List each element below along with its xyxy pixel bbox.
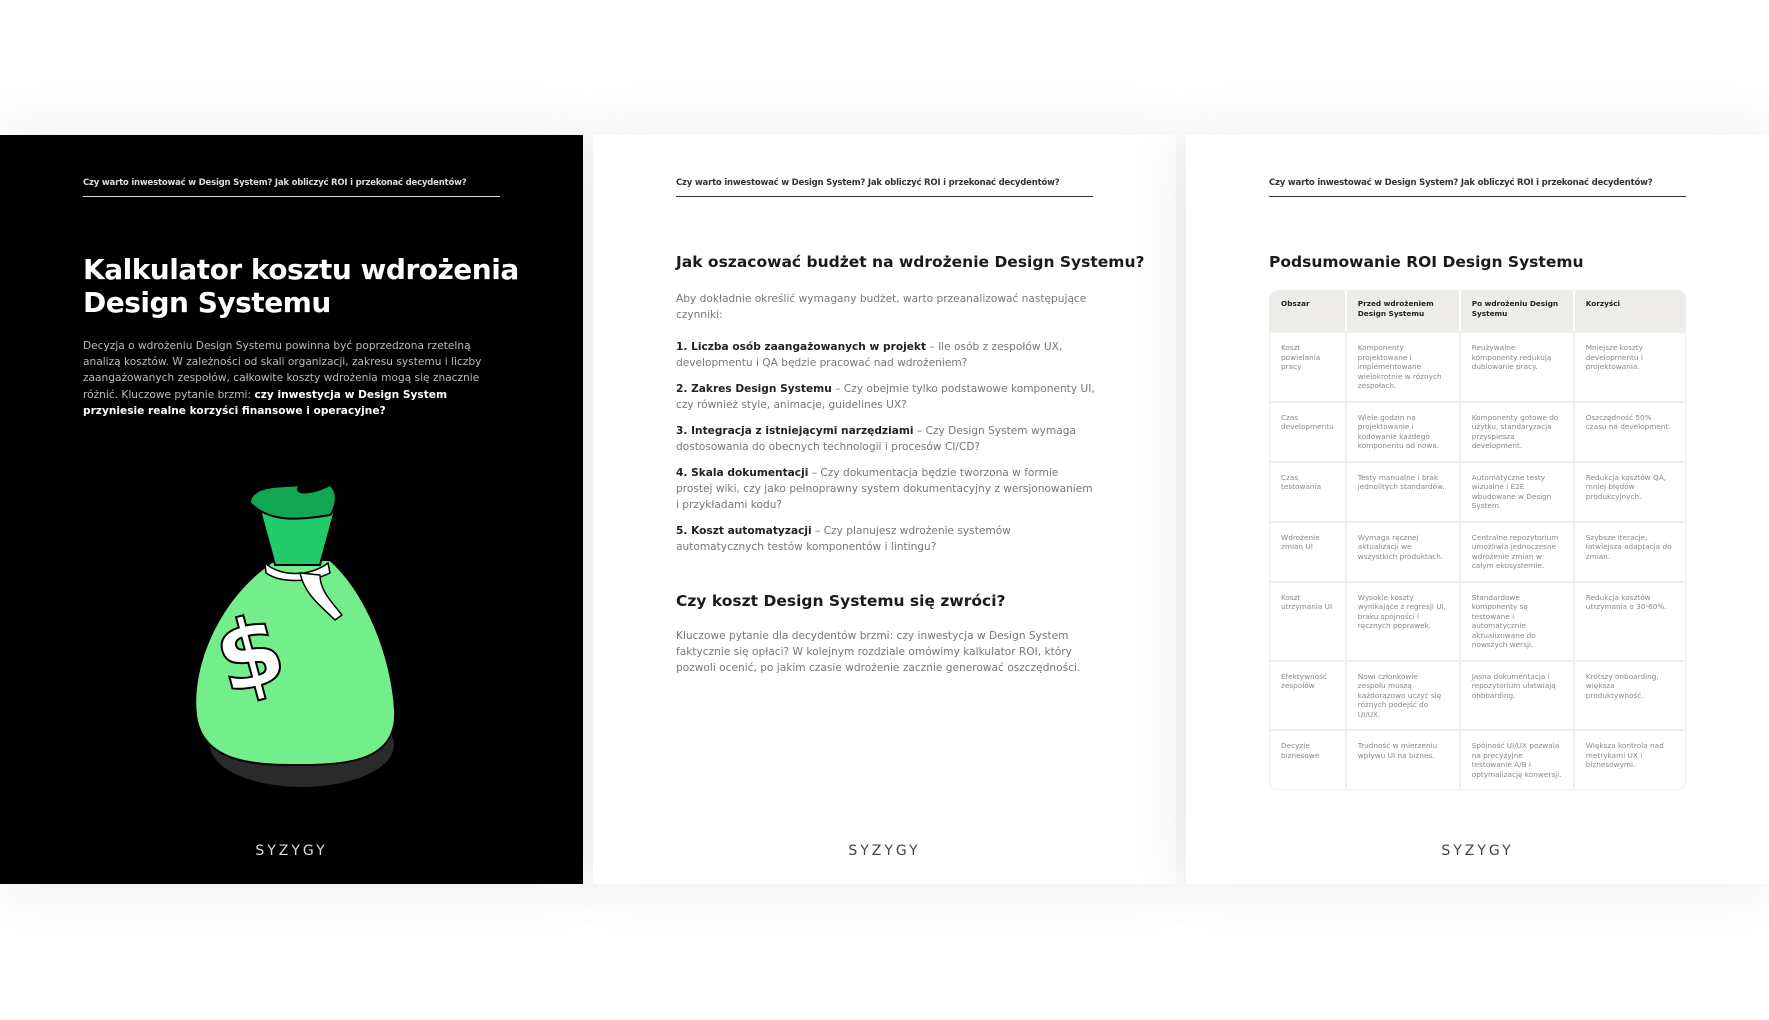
column-header: Obszar: [1270, 291, 1347, 331]
roi-table: [1269, 290, 1686, 790]
column-header: Po wdrożeniu Design Systemu: [1461, 291, 1575, 331]
table-row: [1270, 401, 1685, 461]
list-item: [676, 339, 1096, 371]
item-title: 4. Skala dokumentacji: [676, 466, 809, 479]
table-cell: Czas testowania: [1270, 461, 1347, 521]
list-item: [676, 423, 1096, 455]
table-cell: Redukcja kosztów QA, mniej błędów produkcyjnych.: [1575, 461, 1685, 521]
outro-paragraph: Kluczowe pytanie dla decydentów brzmi: czy inwestycja w Design System faktycznie się opłaci? W kolejnym rozdziale omówimy kalkulator ROI, który pozwoli ocenić, po jakim czasie wdrożenie zacznie generować oszczędności.: [676, 630, 1081, 675]
section-heading: Czy koszt Design Systemu się zwróci?: [676, 592, 1006, 610]
list-item: [676, 523, 1096, 555]
table-cell: Standardowe komponenty są testowane i automatycznie aktualizowane do nowszych wersji.: [1461, 581, 1575, 660]
table-cell: Nowi członkowie zespołu muszą każdorazowo uczyć się różnych podejść do UI/UX.: [1347, 660, 1461, 730]
table-cell: Wymaga ręcznej aktualizacji we wszystkich produktach.: [1347, 521, 1461, 581]
svg-text:$: $: [203, 593, 297, 717]
factor-list: [676, 339, 1096, 565]
table-cell: Spójność UI/UX pozwala na precyzyjne testowanie A/B i optymalizację konwersji.: [1461, 729, 1575, 789]
table-cell: Komponenty projektowane i implementowane wielokrotnie w różnych zespołach.: [1347, 331, 1461, 401]
table-cell: Reużywalne komponenty redukują dublowanie pracy.: [1461, 331, 1575, 401]
item-text: – Czy Design System wymaga dostosowania do obecnych technologii i procesów CI/CD?: [676, 424, 1076, 454]
table-cell: Wiele godzin na projektowanie i kodowanie każdego komponentu od nowa.: [1347, 401, 1461, 461]
running-header: Czy warto inwestować w Design System? Jak obliczyć ROI i przekonać decydentów?: [1269, 178, 1686, 197]
item-title: 1. Liczba osób zaangażowanych w projekt: [676, 341, 927, 353]
table-cell: Efektywność zespołów: [1270, 660, 1347, 730]
table-cell: Większa kontrola nad metrykami UX i biznesowymi.: [1575, 729, 1685, 789]
item-title: 5. Koszt automatyzacji: [676, 524, 812, 537]
lead-paragraph: [83, 338, 503, 419]
brand-logo: SYZYGY: [848, 843, 921, 859]
brand-logo: SYZYGY: [255, 843, 328, 859]
money-bag-icon: [180, 465, 420, 795]
lead-text: Decyzja o wdrożeniu Design Systemu powinna być poprzedzona rzetelną analizą kosztów. W zależności od skali organizacji, zakresu systemu i liczby zaangażowanych zespołów, całkowite koszty wdrożenia mogą się znacznie różnić. Kluczowe pytanie brzmi:: [83, 340, 482, 401]
item-text: – Czy dokumentacja będzie tworzona w formie prostej wiki, czy jako pełnoprawny system dokumentacyjny z wersjonowaniem i przykładami kodu?: [676, 466, 1093, 512]
table-row: [1270, 729, 1685, 789]
table-cell: Decyzje biznesowe: [1270, 729, 1347, 789]
table-row: [1270, 461, 1685, 521]
table-cell: Mniejsze koszty developmentu i projektowania.: [1575, 331, 1685, 401]
table-row: [1270, 660, 1685, 730]
item-text: – Czy planujesz wdrożenie systemów automatycznych testów komponentów i lintingu?: [676, 524, 1011, 554]
intro-paragraph: Aby dokładnie określić wymagany budżet, warto przeanalizować następujące czynniki:: [676, 293, 1087, 322]
table-cell: Wysokie koszty wynikające z regresji UI, braku spójności i ręcznych poprawek.: [1347, 581, 1461, 660]
table-row: [1270, 521, 1685, 581]
table-cell: Automatyczne testy wizualne i E2E wbudowane w Design System.: [1461, 461, 1575, 521]
section-heading: Podsumowanie ROI Design Systemu: [1269, 253, 1584, 271]
item-title: 3. Integracja z istniejącymi narzędziami: [676, 424, 914, 437]
list-item: [676, 381, 1096, 413]
list-item: [676, 465, 1096, 514]
table-row: [1270, 331, 1685, 401]
table-cell: Koszt utrzymania UI: [1270, 581, 1347, 660]
item-text: – Czy obejmie tylko podstawowe komponenty UI, czy również style, animacje, guidelines UX?: [676, 382, 1095, 412]
page-cover: [0, 135, 583, 884]
running-header: Czy warto inwestować w Design System? Jak obliczyć ROI i przekonać decydentów?: [676, 178, 1093, 197]
table-cell: Krótszy onboarding, większa produktywność.: [1575, 660, 1685, 730]
table-cell: Czas developmentu: [1270, 401, 1347, 461]
table-cell: Trudność w mierzeniu wpływu UI na biznes.: [1347, 729, 1461, 789]
brand-logo: SYZYGY: [1441, 843, 1514, 859]
page-roi-summary: [1186, 135, 1769, 884]
table-cell: Redukcja kosztów utrzymania o 30-60%.: [1575, 581, 1685, 660]
table-cell: Testy manualne i brak jednolitych standardów.: [1347, 461, 1461, 521]
table-cell: Jasna dokumentacja i repozytorium ułatwiają onboarding.: [1461, 660, 1575, 730]
table-cell: Komponenty gotowe do użytku, standaryzacja przyspiesza development.: [1461, 401, 1575, 461]
page-budget: [593, 135, 1176, 884]
table-cell: Oszczędność 50% czasu na development.: [1575, 401, 1685, 461]
table-header-row: [1270, 291, 1685, 331]
lead-bold-text: czy inwestycja w Design System przyniesie realne korzyści finansowe i operacyjne?: [83, 388, 447, 417]
section-heading: Jak oszacować budżet na wdrożenie Design Systemu?: [676, 253, 1145, 271]
table-cell: Centralne repozytorium umożliwia jednoczesne wdrożenie zmian w całym ekosystemie.: [1461, 521, 1575, 581]
table-row: [1270, 581, 1685, 660]
table-cell: Koszt powielania pracy: [1270, 331, 1347, 401]
page-title: Kalkulator kosztu wdrożenia Design Systemu: [83, 253, 519, 319]
column-header: Korzyści: [1575, 291, 1685, 331]
table-cell: Szybsze iteracje, łatwiejsza adaptacja do zmian.: [1575, 521, 1685, 581]
item-text: – Ile osób z zespołów UX, developmentu i QA będzie pracować nad wdrożeniem?: [676, 341, 1063, 370]
running-header: Czy warto inwestować w Design System? Jak obliczyć ROI i przekonać decydentów?: [83, 178, 500, 197]
column-header: Przed wdrożeniem Design Systemu: [1347, 291, 1461, 331]
item-title: 2. Zakres Design Systemu: [676, 382, 832, 395]
table-cell: Wdrożenie zmian UI: [1270, 521, 1347, 581]
